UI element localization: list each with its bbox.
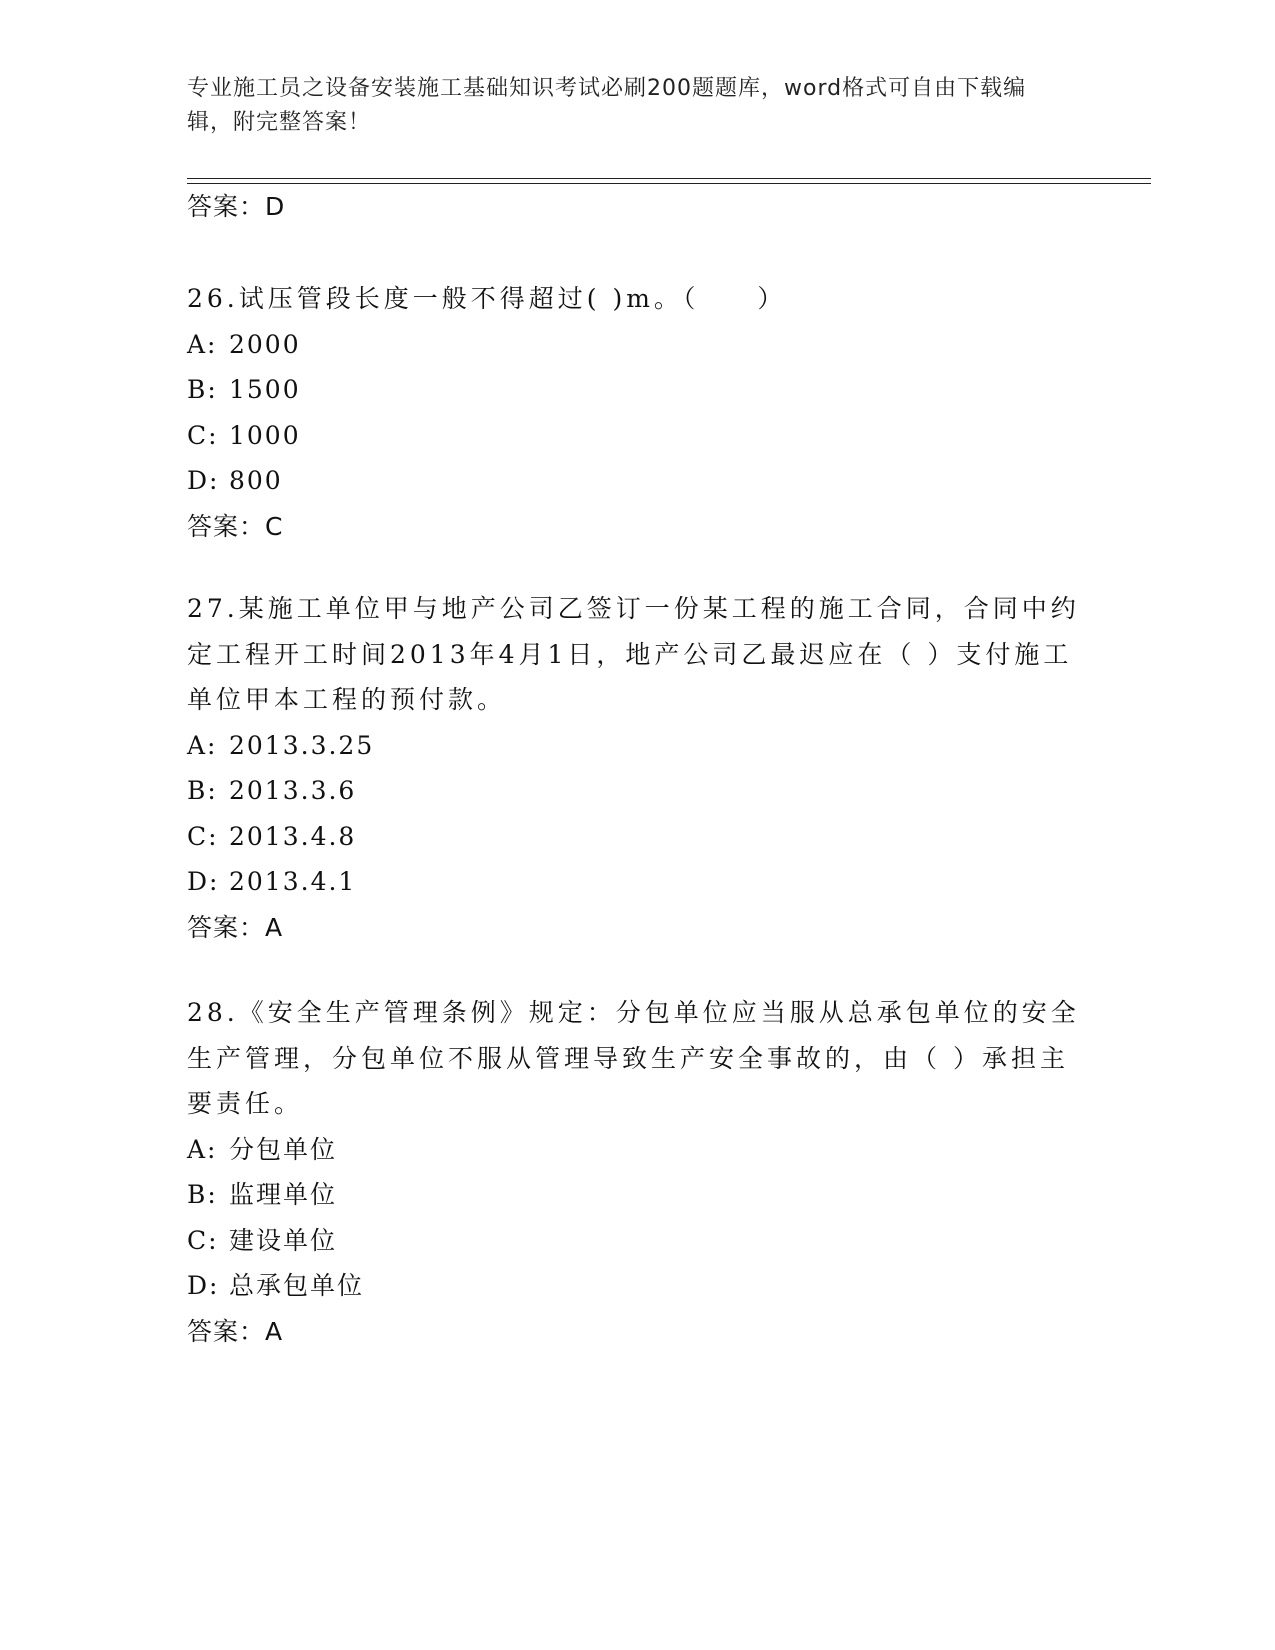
option-a [187,322,1087,368]
answer-line: 答案：C [187,511,284,541]
option-b [187,367,1087,413]
option-text: 监理单位 [229,1180,338,1209]
option-c [187,814,1087,860]
option-letter: B: [187,375,218,404]
question-stem: 27.某施工单位甲与地产公司乙签订一份某工程的施工合同，合同中约定工程开工时间2013年4月1日，地产公司乙最迟应在（ ）支付施工单位甲本工程的预付款。 [187,594,1080,714]
option-b [187,768,1087,814]
option-a [187,1127,1087,1173]
option-c [187,1218,1087,1264]
option-d [187,1263,1087,1309]
option-text: 2000 [229,329,301,359]
option-b [187,1172,1087,1218]
question-stem: 26.试压管段长度一般不得超过( )m。（ ） [187,284,787,313]
option-d [187,859,1087,905]
option-d [187,458,1087,504]
option-text: 2013.3.6 [229,776,357,805]
answer-line: 答案：A [187,1316,284,1346]
option-a [187,723,1087,769]
option-letter: A: [187,329,218,359]
option-letter: D: [187,466,220,495]
question-26 [187,276,1087,544]
option-letter: A: [187,730,218,760]
option-text: 建设单位 [229,1225,338,1255]
option-letter: C: [187,821,219,851]
option-letter: B: [187,1180,218,1209]
option-text: 1000 [229,420,301,450]
option-text: 2013.4.8 [229,821,357,851]
option-text: 2013.3.25 [229,730,375,760]
question-28 [187,990,1087,1349]
option-text: 分包单位 [229,1134,338,1164]
header-rule-bottom [187,183,1151,184]
option-letter: C: [187,1225,219,1255]
question-27 [187,586,1087,945]
previous-answer: 答案：D [187,192,286,221]
option-text: 1500 [229,375,301,404]
answer-line: 答案：A [187,912,284,942]
question-stem: 28.《安全生产管理条例》规定：分包单位应当服从总承包单位的安全生产管理，分包单位不服从管理导致生产安全事故的，由（ ）承担主要责任。 [187,998,1080,1118]
option-letter: B: [187,776,218,805]
option-c [187,413,1087,459]
option-text: 总承包单位 [229,1271,365,1300]
option-letter: D: [187,1271,220,1300]
option-letter: C: [187,420,219,450]
header-rule-top [187,178,1151,179]
option-letter: D: [187,867,220,896]
option-letter: A: [187,1134,218,1164]
option-text: 2013.4.1 [229,867,357,896]
option-text: 800 [229,466,283,495]
page-header: 专业施工员之设备安装施工基础知识考试必刷200题题库，word格式可自由下载编辑，附完整答案！ [187,76,1027,135]
